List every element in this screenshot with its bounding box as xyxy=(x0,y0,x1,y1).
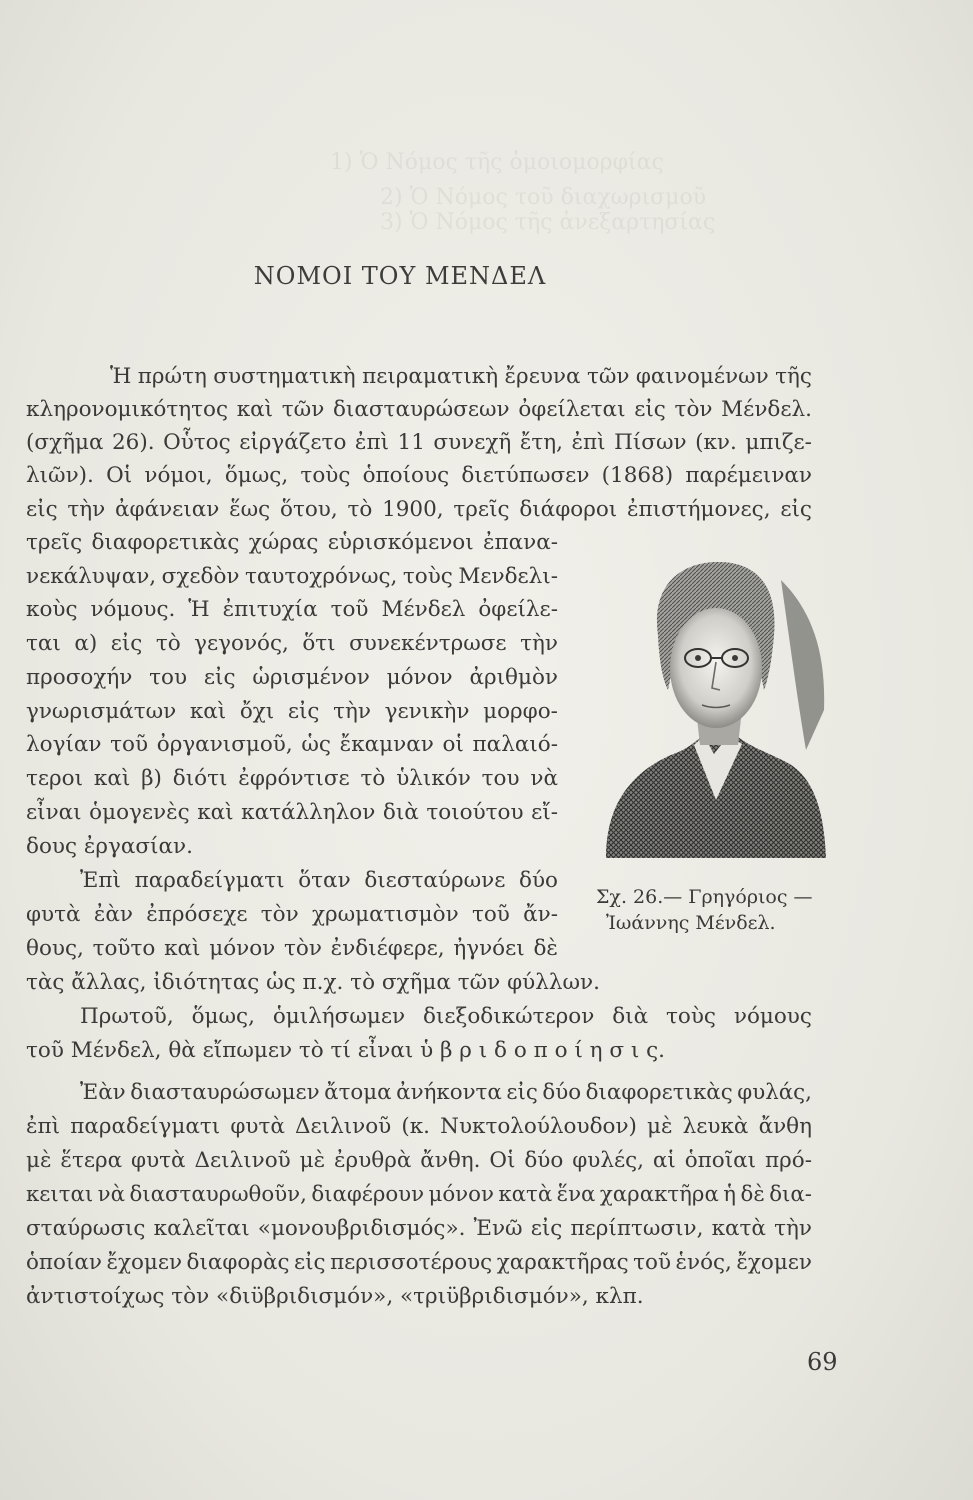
page-number: 69 xyxy=(807,1348,838,1376)
text-line: θους, τοῦτο καὶ μόνον τὸν ἐνδιέφερε, ἠγνόει δὲ xyxy=(26,936,558,961)
mendel-portrait xyxy=(596,540,828,858)
show-through-text: 3) Ὁ Νόμος τῆς ἀνεξαρτησίας xyxy=(380,210,716,235)
text-line: Ἐὰν διασταυρώσωμεν ἄτομα ἀνήκοντα εἰς δύο διαφορετικὰς φυλάς, xyxy=(80,1080,812,1105)
text-line: τοῦ Μένδελ, θὰ εἴπωμεν τὸ τί εἶναι ὑ β ρ ι δ ο π ο ί η σ ι ς. xyxy=(26,1038,665,1063)
text-line: Πρωτοῦ, ὅμως, ὁμιλήσωμεν διεξοδικώτερον διὰ τοὺς νόμους xyxy=(80,1004,812,1029)
figure-caption-line: Σχ. 26.— Γρηγόριος — xyxy=(596,886,813,908)
text-line: (σχῆμα 26). Οὗτος εἰργάζετο ἐπὶ 11 συνεχῆ ἔτη, ἐπὶ Πίσων (κν. μπιζε- xyxy=(26,430,812,455)
text-line: φυτὰ ἐὰν ἐπρόσεχε τὸν χρωματισμὸν τοῦ ἄν- xyxy=(26,902,558,927)
text-line: δους ἐργασίαν. xyxy=(26,834,193,859)
text-line: Ἡ πρώτη συστηματικὴ πειραματικὴ ἔρευνα τῶν φαινομένων τῆς xyxy=(110,364,812,389)
show-through-text: 2) Ὁ Νόμος τοῦ διαχωρισμοῦ xyxy=(380,185,707,210)
text-line: τὰς ἄλλας, ἰδιότητας ὡς π.χ. τὸ σχῆμα τῶν φύλλων. xyxy=(26,970,600,995)
text-line: γνωρισμάτων καὶ ὄχι εἰς τὴν γενικὴν μορφο- xyxy=(26,699,558,724)
text-line: προσοχήν του εἰς ὡρισμένον μόνον ἀριθμὸν xyxy=(26,665,558,690)
text-line: κειται νὰ διασταυρωθοῦν, διαφέρουν μόνον κατὰ ἕνα χαρακτῆρα ἡ δὲ δια- xyxy=(26,1182,812,1207)
text-line: μὲ ἕτερα φυτὰ Δειλινοῦ μὲ ἐρυθρὰ ἄνθη. Οἱ δύο φυλές, αἱ ὁποῖαι πρό- xyxy=(26,1148,812,1173)
text-line: ται α) εἰς τὸ γεγονός, ὅτι συνεκέντρωσε τὴν xyxy=(26,631,558,656)
text-line: κοὺς νόμους. Ἡ ἐπιτυχία τοῦ Μένδελ ὀφείλε- xyxy=(26,597,558,622)
text-line: σταύρωσις καλεῖται «μονουβριδισμός». Ἐνῶ εἰς περίπτωσιν, κατὰ τὴν xyxy=(26,1216,812,1241)
text-line: κληρονομικότητος καὶ τῶν διασταυρώσεων ὀφείλεται εἰς τὸν Μένδελ. xyxy=(26,397,812,422)
text-line: τρεῖς διαφορετικὰς χώρας εὑρισκόμενοι ἐπανα- xyxy=(26,530,558,555)
text-line: λιῶν). Οἱ νόμοι, ὅμως, τοὺς ὁποίους διετύπωσεν (1868) παρέμειναν xyxy=(26,463,812,488)
text-line: εἶναι ὁμογενὲς καὶ κατάλληλον διὰ τοιούτου εἴ- xyxy=(26,800,558,825)
text-line: λογίαν τοῦ ὀργανισμοῦ, ὡς ἔκαμναν οἱ παλαιό- xyxy=(26,732,558,757)
show-through-text: 1) Ὁ Νόμος τῆς ὁμοιομορφίας xyxy=(330,150,664,175)
text-line: ἀντιστοίχως τὸν «διϋβριδισμόν», «τριϋβριδισμόν», κλπ. xyxy=(26,1284,644,1309)
text-line: Ἐπὶ παραδείγματι ὅταν διεσταύρωνε δύο xyxy=(80,868,558,893)
figure-caption-line: Ἰωάννης Μένδελ. xyxy=(606,912,776,934)
text-line: ἐπὶ παραδείγματι φυτὰ Δειλινοῦ (κ. Νυκτολούλουδον) μὲ λευκὰ ἄνθη xyxy=(26,1114,812,1139)
text-line: ὁποίαν ἔχομεν διαφορὰς εἰς περισσοτέρους χαρακτῆρας τοῦ ἑνός, ἔχομεν xyxy=(26,1250,812,1275)
text-line: τεροι καὶ β) διότι ἐφρόντισε τὸ ὑλικόν του νὰ xyxy=(26,766,558,791)
page-title: ΝΟΜΟΙ ΤΟΥ ΜΕΝΔΕΛ xyxy=(253,262,547,290)
text-line: εἰς τὴν ἀφάνειαν ἕως ὅτου, τὸ 1900, τρεῖς διάφοροι ἐπιστήμονες, εἰς xyxy=(26,497,812,522)
text-line: νεκάλυψαν, σχεδὸν ταυτοχρόνως, τοὺς Μενδελι- xyxy=(26,564,558,589)
